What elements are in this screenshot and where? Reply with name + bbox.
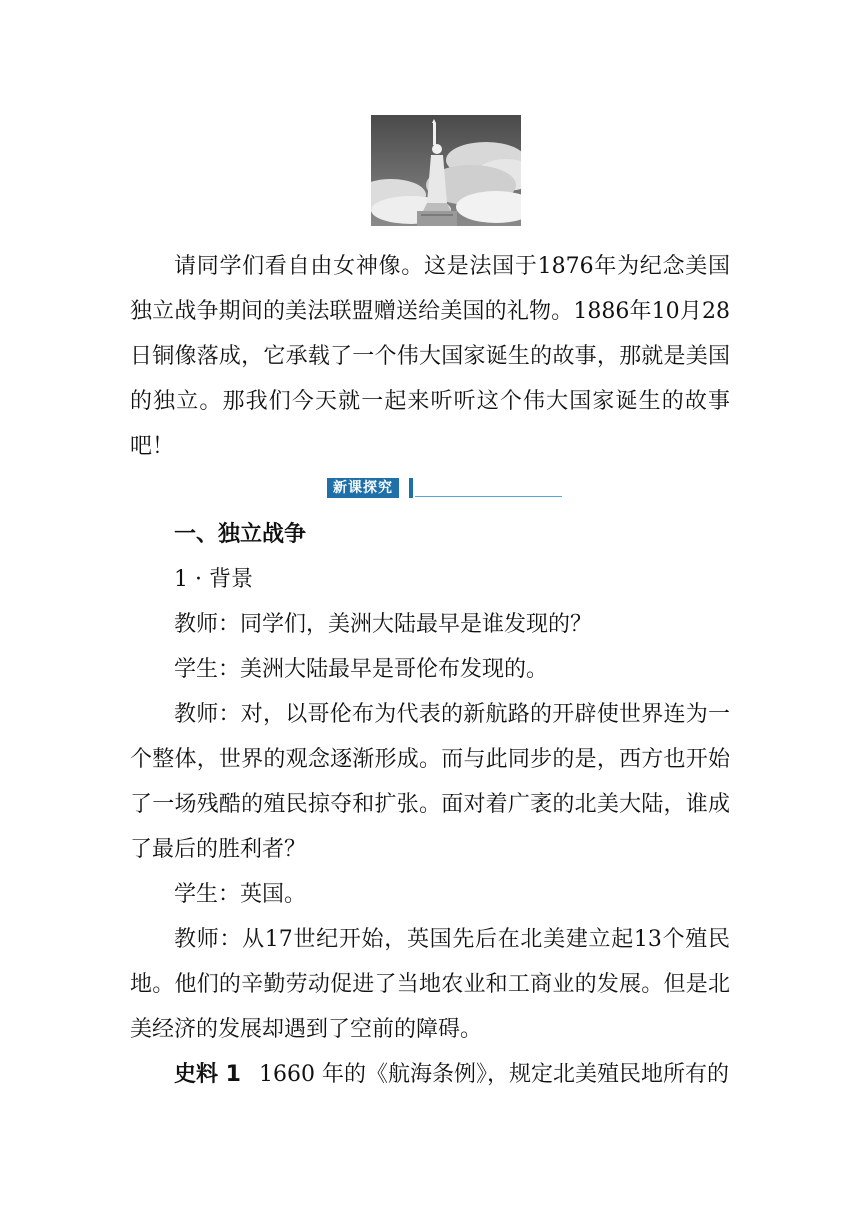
dialogue-line: 学生：英国。 [174, 882, 307, 907]
source-paragraph [130, 1052, 730, 1097]
dialogue-line: 教师：从17世纪开始，英国先后在北美建立起13个殖民地。他们的辛勤劳动促进了当地农业和工商业的发展。但是北美经济的发展却遇到了空前的障碍。 [130, 927, 730, 1042]
dialogue-line: 教师：同学们，美洲大陆最早是谁发现的？ [174, 612, 593, 637]
dialogue-line: 学生：美洲大陆最早是哥伦布发现的。 [174, 657, 549, 682]
source-text: 1660 年的《航海条例》，规定北美殖民地所有的 [258, 1062, 729, 1087]
lesson-section [130, 512, 730, 1097]
lesson-subheading: 1 · 背景 [174, 567, 253, 592]
lesson-heading: 一、独立战争 [174, 522, 307, 547]
dialogue-line: 教师：对，以哥伦布为代表的新航路的开辟使世界连为一个整体，世界的观念逐渐形成。而与此同步的是，西方也开始了一场残酷的殖民掠夺和扩张。面对着广袤的北美大陆，谁成了最后的胜利者？ [130, 702, 730, 862]
statue-of-liberty-photo [371, 115, 521, 226]
intro-paragraph: 请同学们看自由女神像。这是法国于1876年为纪念美国独立战争期间的美法联盟赠送给美国的礼物。1886年10月28日铜像落成，它承载了一个伟大国家诞生的故事，那就是美国的独立。那我们今天就一起来听听这个伟大国家诞生的故事吧！ [130, 254, 730, 459]
section-banner [327, 478, 562, 500]
section-banner-bar [409, 478, 413, 498]
section-banner-line [415, 496, 562, 497]
section-banner-label: 新课探究 [327, 478, 399, 498]
intro-section [130, 244, 730, 469]
source-label: 史料 1 [174, 1062, 241, 1087]
